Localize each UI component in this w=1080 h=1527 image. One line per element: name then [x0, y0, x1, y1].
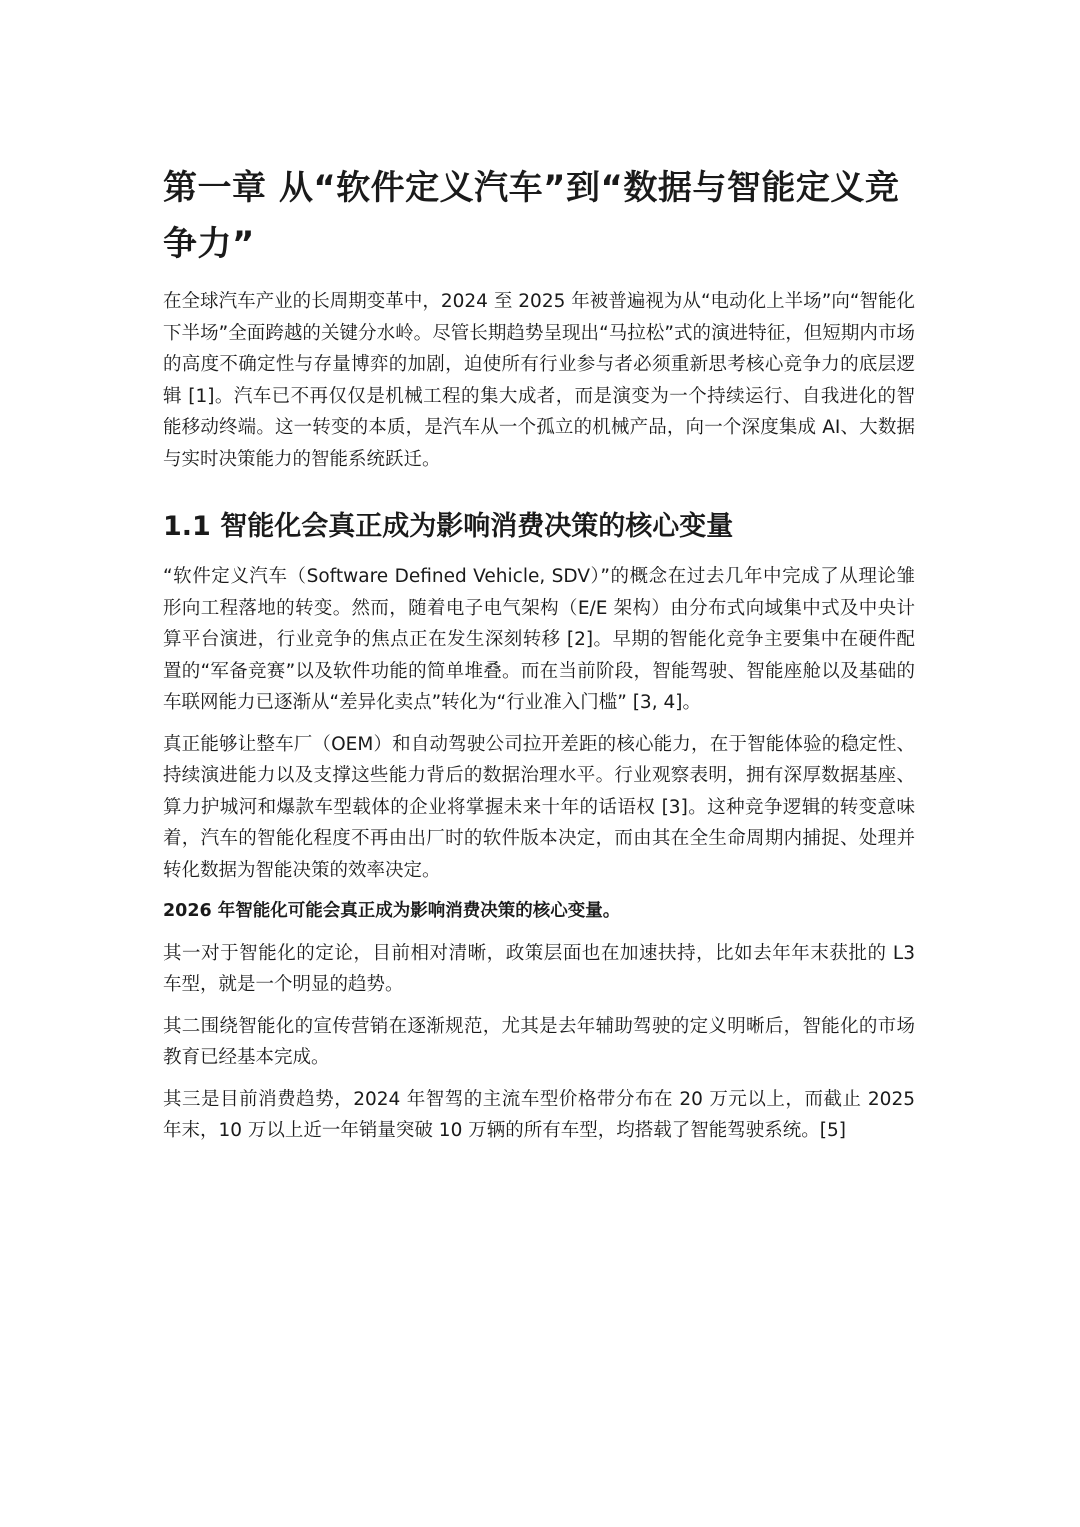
reason-2-paragraph: 其二围绕智能化的宣传营销在逐渐规范，尤其是去年辅助驾驶的定义明晰后，智能化的市场教育已经基本完成。 — [163, 1015, 915, 1068]
section-paragraph-2: 真正能够让整车厂（OEM）和自动驾驶公司拉开差距的核心能力，在于智能体验的稳定性、持续演进能力以及支撑这些能力背后的数据治理水平。行业观察表明，拥有深厚数据基座、算力护城河和爆款车型载体的企业将掌握未来十年的话语权 [3]。这种竞争逻辑的转变意味着，汽车的智能化程度不再由出厂时的软件版本决定，而由其在全生命周期内捕捉、处理并转化数据为智能决策的效率决定。 — [163, 733, 915, 881]
section-title: 1.1 智能化会真正成为影响消费决策的核心变量 — [163, 511, 734, 542]
key-statement: 2026 年智能化可能会真正成为影响消费决策的核心变量。 — [163, 901, 621, 921]
chapter-title: 第一章 从“软件定义汽车”到“数据与智能定义竞争力” — [163, 168, 900, 264]
reason-1-paragraph: 其一对于智能化的定论，目前相对清晰，政策层面也在加速扶持，比如去年年末获批的 L3 车型，就是一个明显的趋势。 — [163, 942, 915, 995]
section-paragraph-1: “软件定义汽车（Software Defined Vehicle, SDV）”的概念在过去几年中完成了从理论雏形向工程落地的转变。然而，随着电子电气架构（E/E 架构）由分布式向域集中式及中央计算平台演进，行业竞争的焦点正在发生深刻转移 [2]。早期的智能化竞争主要集中在硬件配置的“军备竞赛”以及软件功能的简单堆叠。而在当前阶段，智能驾驶、智能座舱以及基础的车联网能力已逐渐从“差异化卖点”转化为“行业准入门槛” [3, 4]。 — [163, 566, 915, 713]
reason-3-paragraph: 其三是目前消费趋势，2024 年智驾的主流车型价格带分布在 20 万元以上，而截止 2025 年末，10 万以上近一年销量突破 10 万辆的所有车型，均搭载了智能驾驶系统。[5] — [163, 1088, 915, 1141]
chapter-intro-paragraph: 在全球汽车产业的长周期变革中，2024 至 2025 年被普遍视为从“电动化上半场”向“智能化下半场”全面跨越的关键分水岭。尽管长期趋势呈现出“马拉松”式的演进特征，但短期内市场的高度不确定性与存量博弈的加剧，迫使所有行业参与者必须重新思考核心竞争力的底层逻辑 [1]。汽车已不再仅仅是机械工程的集大成者，而是演变为一个持续运行、自我进化的智能移动终端。这一转变的本质，是汽车从一个孤立的机械产品，向一个深度集成 AI、大数据与实时决策能力的智能系统跃迁。 — [163, 291, 915, 470]
document-page — [163, 160, 915, 1157]
